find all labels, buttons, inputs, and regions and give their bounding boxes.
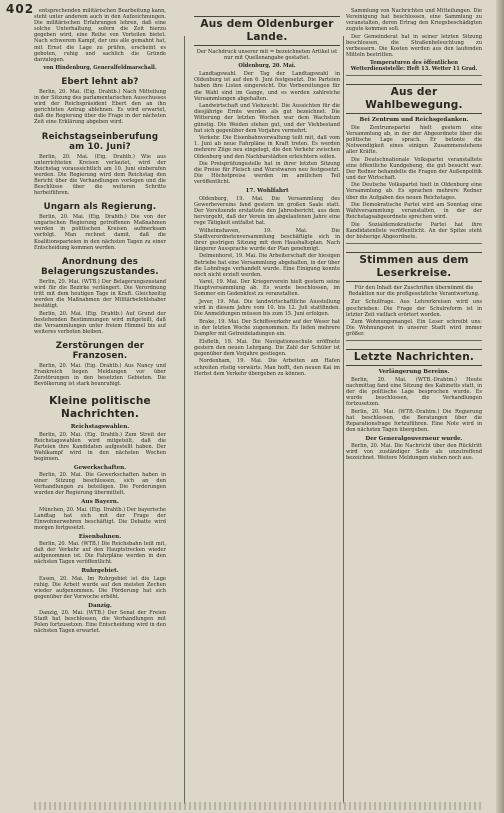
section-note: Für den Inhalt der Zuschriften übernimmt die Redaktion nur die preßgesetzliche Verantwortung. <box>348 285 480 298</box>
article-text: entsprechenden militärischen Bearbeitung kann, steht unter anderem auch in den Aufzeichnungen. Die militärischen Erfahrungen lehren, daß eine solche Unterhaltung, sofern die Zeit hierzu gegeben wird, eine Reihe von Vorteilen bietet. Nach schwerem Kampf, der uns alle gemahnt hat, mit Ernst die Lage zu prüfen, erscheint es geboten, ruhig und sachlich die Gründe darzulegen. <box>34 8 166 63</box>
article-text: Delmenhorst, 19. Mai. Die Arbeiterschaft der hiesigen Betriebe hat eine Versammlung abgehalten, in der über die Lohnfrage verhandelt wurde. Eine Einigung konnte noch nicht erzielt werden. <box>194 253 340 278</box>
article-text: Berlin, 20. Mai. Die Nachricht über den Rücktritt wird von zuständiger Seite als unzutreffend bezeichnet. Weitere Meldungen stehen noch aus. <box>346 443 482 462</box>
subheading: Der Generalgouverneur wurde. <box>365 435 463 442</box>
section-headline: Letzte Nachrichten. <box>346 349 482 366</box>
article-text: Berlin, 20. Mai. (Eig. Drahtb.) Zum Streit der Reichstagswahlen wird mitgeteilt, daß die Parteien ihre Kandidaten aufgestellt haben. Der Wahlkampf wird in den nächsten Wochen beginnen. <box>34 431 166 462</box>
article-text: Verkehr. Die Eisenbahnverwaltung teilt mit, daß vom 1. Juni ab neue Fahrpläne in Kraft treten. Es werden mehrere Züge neu eingelegt, die den Verkehr zwischen Oldenburg und den Nachbarstädten erleichtern sollen. <box>194 135 340 160</box>
section-headline: Aus dem Oldenburger Lande. <box>194 16 340 46</box>
article-text: Danzig, 20. Mai. (WTB.) Der Senat der Freien Stadt hat beschlossen, die Verhandlungen mit Polen fortzusetzen. Eine Entscheidung wird in den nächsten Tagen erwartet. <box>34 609 166 635</box>
dateline: Oldenburg, 20. Mai. <box>238 63 296 70</box>
column-rule <box>184 36 185 804</box>
subheading: Reichstagswahlen. <box>70 424 130 431</box>
article-text: Landtagswahl. Der Tag der Landtagswahl in Oldenburg ist auf den 6. Juni festgesetzt. Die Parteien haben ihre Listen eingereicht. Die Vorbereitungen für die Wahl sind im Gange, und es werden zahlreiche Versammlungen abgehalten. <box>194 71 340 102</box>
headline: Anordnung des Belagerungszustandes. <box>41 256 159 277</box>
article-text: Sammlung von Nachrichten und Mitteilungen. Die Vereinigung hat beschlossen, eine Sammlung zu veranstalten, deren Ertrag den Kriegsbeschädigten zugute kommen soll. <box>346 8 482 33</box>
article-text: Berlin, 20. Mai. (WTB.-Drahtm.) Die Regierung hat beschlossen, die Beratungen über die Reparationsfrage fortzuführen. Eine Note wird in den nächsten Tagen übergeben. <box>346 408 482 433</box>
article-text: Wilhelmshaven, 19. Mai. Die Stadtverordnetenversammlung beschäftigte sich in ihrer gestrigen Sitzung mit dem Haushaltsplan. Nach längerer Aussprache wurde der Plan genehmigt. <box>194 227 340 252</box>
article-text: München, 20. Mai. (Eig. Drahtb.) Der bayerische Landtag hat sich mit der Frage der Einwohnerwehren beschäftigt. Die Debatte wird morgen fortgesetzt. <box>34 506 166 531</box>
subheading: Danzig. <box>88 602 112 609</box>
article-text: Berlin, 20. Mai. Die Gewerkschaften haben in einer Sitzung beschlossen, sich an den Verhandlungen zu beteiligen. Die Forderungen wurden der Regierung übermittelt. <box>34 472 166 497</box>
article-text: Berlin, 20. Mai. (Eig. Drahtb.) Auf Grund der bestehenden Bestimmungen wird mitgeteilt, daß die Versammlungen unter freiem Himmel bis auf weiteres verboten bleiben. <box>34 310 166 335</box>
article-text: Die Zentrumspartei hielt gestern eine Versammlung ab, in der der Abgeordnete über die politische Lage sprach. Er betonte die Notwendigkeit eines einigen Zusammenstehens aller Kräfte. <box>346 124 482 155</box>
article-text: Berlin, 20. Mai. (Eig. Drahtb.) Nach Mitteilung in der Sitzung des parlamentarischen Ausschusses wird der Reichspräsident Ebert den an ihn gerichteten Antrag ablehnen. Es wird erwartet, daß die Regierung über die Frage in der nächsten Zeit eine Erklärung abgeben wird. <box>34 88 166 126</box>
article-text: Die Preisprüfungsstelle hat in ihrer letzten Sitzung die Preise für Fleisch und Wurstwaren neu festgesetzt. Die Höchstpreise werden im amtlichen Teil veröffentlicht. <box>194 161 340 186</box>
article-text: Berlin, 20. Mai. (Eig. Drahtb.) Die von der ungarischen Regierung getroffenen Maßnahmen werden in politischen Kreisen aufmerksam verfolgt. Man rechnet damit, daß die Koalitionsparteien in den nächsten Tagen zu einer Entscheidung kommen werden. <box>34 214 166 251</box>
weather-notice: Temperaturen des öffentlichen Wetterdienststelle: Heft 13. Wetter 11 Grad. <box>350 60 478 73</box>
section-headline: Kleine politische Nachrichten. <box>49 395 151 421</box>
page-number: 402 <box>6 2 35 16</box>
article-text: Der Gemeinderat hat in seiner letzten Sitzung beschlossen, die Straßenbeleuchtung zu verbessern. Die Kosten werden aus den laufenden Mitteln bestritten. <box>346 33 482 59</box>
article-text: Varel, 19. Mai. Der Kriegerverein hielt gestern seine Hauptversammlung ab. Es wurde beschlossen, im Sommer ein Gedenkfest zu veranstalten. <box>194 279 340 298</box>
headline: Zerstörungen der Franzosen. <box>55 341 145 362</box>
article-text: Berlin, 20. Mai. (WTB.-Drahtm.) Heute nachmittag fand eine Sitzung des Kabinetts statt, in der die politische Lage besprochen wurde. Es wurde beschlossen, die Verhandlungen fortzusetzen. <box>346 376 482 407</box>
article-text: Jever, 19. Mai. Die landwirtschaftliche Ausstellung wird in diesem Jahre vom 10. bis 12. Juli stattfinden. Die Anmeldungen müssen bis zum 15. Juni erfolgen. <box>194 299 340 318</box>
subheading: 17. Wohlfahrt <box>245 188 289 195</box>
column-right <box>346 8 482 798</box>
headline: Reichstagseinberufung am 10. Juni? <box>41 131 159 152</box>
article-text: Essen, 20. Mai. Im Ruhrgebiet ist die Lage ruhig. Die Arbeit wurde auf den meisten Zechen wieder aufgenommen. Die Förderung hat sich gegenüber der Vorwoche erhöht. <box>34 575 166 600</box>
headline: Ebert lehnt ab? <box>61 76 139 87</box>
signature: von Hindenburg, Generalfeldmarschall. <box>43 64 157 71</box>
scan-edge-strip <box>34 802 482 810</box>
subheading: Ruhrgebiet. <box>81 568 119 575</box>
article-text: Elsfleth, 19. Mai. Die Navigationsschule eröffnete gestern den neuen Lehrgang. Die Zahl der Schüler ist gegenüber dem Vorjahre gestiegen. <box>194 338 340 357</box>
divider <box>346 75 482 76</box>
article-text: Berlin, 20. Mai. (Eig. Drahtb.) Aus Nancy und Frankreich liegen Meldungen vor über Zerstörungen in den besetzten Gebieten. Die Bevölkerung ist stark beunruhigt. <box>34 363 166 388</box>
article-text: Die Deutsche Volkspartei hielt in Oldenburg eine Versammlung ab. Es sprachen mehrere Redner über die Aufgaben des neuen Reichstages. <box>346 182 482 201</box>
section-headline: Aus der Wahlbewegung. <box>346 84 482 114</box>
divider <box>346 243 482 244</box>
article-text: Die Demokratische Partei wird am Sonntag eine Wahlversammlung veranstalten, in der der Reichstagsabgeordnete sprechen wird. <box>346 202 482 221</box>
headline: Ungarn als Regierung. <box>43 202 157 213</box>
article-text: Oldenburg, 19. Mai. Die Versammlung des Gewerbevereins fand gestern im großen Saale statt. Der Vorsitzende erstattete den Jahresbericht, aus dem hervorgeht, daß der Verein im abgelaufenen Jahre eine rege Tätigkeit entfaltet hat. <box>194 195 340 226</box>
article-text: Die Sozialdemokratische Partei hat ihre Kandidatenliste veröffentlicht. An der Spitze steht der bisherige Abgeordnete. <box>346 221 482 241</box>
column-rule <box>343 36 344 804</box>
article-text: Zur Schulfrage. Aus Lehrerkreisen wird uns geschrieben: Die Frage der Schulreform ist in letzter Zeit vielfach erörtert worden. <box>346 299 482 318</box>
section-note: Der Nachdruck unserer mit = bezeichneten Artikel ist nur mit Quellenangabe gestattet. <box>196 49 338 62</box>
column-middle <box>194 8 340 798</box>
column-left <box>34 8 166 798</box>
article-text: Landwirtschaft und Viehzucht. Die Aussichten für die diesjährige Ernte werden als gut bezeichnet. Die Witterung der letzten Wochen war dem Wachstum günstig. Die Weiden stehen gut, und der Viehbestand hat sich gegenüber dem Vorjahre vermehrt. <box>194 103 340 134</box>
article-text: Zum Wohnungsmangel. Ein Leser schreibt uns: Die Wohnungsnot in unserer Stadt wird immer größer. <box>346 319 482 338</box>
article-text: Brake, 19. Mai. Der Schiffsverkehr auf der Weser hat in der letzten Woche zugenommen. Es liefen mehrere Dampfer mit Getreideladungen ein. <box>194 318 340 338</box>
article-text: Nordenham, 19. Mai. Die Arbeiten am Hafen schreiten rüstig vorwärts. Man hofft, den neuen Kai im Herbst dem Verkehr übergeben zu können. <box>194 358 340 377</box>
subheading: Aus Bayern. <box>81 499 119 506</box>
section-headline: Stimmen aus dem Leserkreise. <box>346 252 482 282</box>
subheading: Verlängerung Bereins. <box>378 369 450 376</box>
subheading: Gewerkschaften. <box>73 465 127 471</box>
subheading: Eisenbahnen. <box>78 533 122 540</box>
divider <box>346 340 482 341</box>
page-edge-shadow <box>496 0 504 813</box>
article-text: Berlin, 20. Mai. (WTB.) Die Reichsbahn teilt mit, daß der Verkehr auf den Hauptstrecken wieder aufgenommen ist. Die Fahrpläne werden in den nächsten Tagen veröffentlicht. <box>34 541 166 566</box>
subheading: Bei Zentrum und Reichsgedanken. <box>359 117 469 124</box>
article-text: Berlin, 20. Mai. (WTB.) Der Belagerungszustand wird für die Bezirke verlängert. Die Verordnung tritt mit dem heutigen Tage in Kraft. Gleichzeitig werden die Maßnahmen der Militärbefehlshaber bestätigt. <box>34 278 166 310</box>
article-text: Berlin, 20. Mai. (Eig. Drahtb.) Wie aus unterrichteten Kreisen verlautet, wird der Reichstag voraussichtlich am 10. Juni einberufen werden. Die Regierung wird dem Reichstag den Bericht über die Verhandlungen vorlegen und die Beschlüsse über die weiteren Schritte herbeiführen. <box>34 153 166 197</box>
article-text: Die Deutschnationale Volkspartei veranstaltete eine öffentliche Kundgebung, die gut besucht war. Der Redner behandelte die Fragen der Außenpolitik und der Wirtschaft. <box>346 156 482 181</box>
